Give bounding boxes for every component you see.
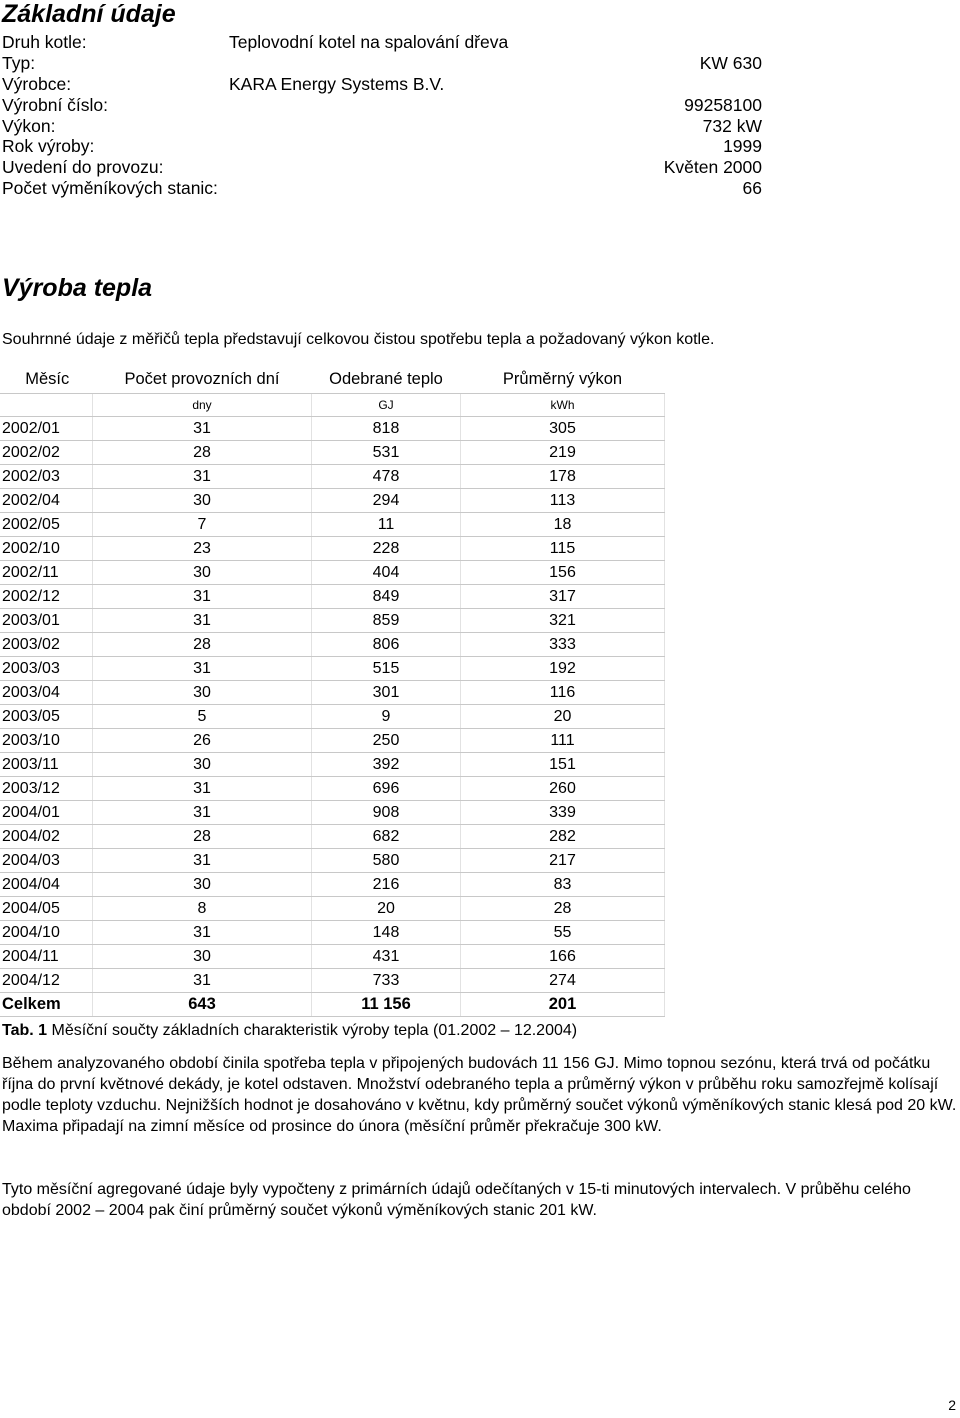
power-cell: 55: [461, 921, 665, 945]
power-cell: 321: [461, 609, 665, 633]
info-value: 66: [742, 178, 762, 198]
month-cell: [0, 394, 93, 417]
month-cell: 2003/03: [0, 657, 93, 681]
month-cell: Celkem: [0, 993, 93, 1017]
month-cell: 2004/11: [0, 945, 93, 969]
table-row: [0, 513, 665, 537]
month-cell: 2003/11: [0, 753, 93, 777]
days-cell: 31: [93, 657, 312, 681]
power-cell: 274: [461, 969, 665, 993]
heat-cell: 908: [312, 801, 461, 825]
days-cell: 643: [93, 993, 312, 1017]
heat-production-heading: Výroba tepla: [2, 274, 153, 302]
info-label: Počet výměníkových stanic:: [2, 178, 218, 198]
heat-cell: 11 156: [312, 993, 461, 1017]
power-cell: 28: [461, 897, 665, 921]
table-row: [0, 777, 665, 801]
heat-cell: 849: [312, 585, 461, 609]
month-cell: 2002/10: [0, 537, 93, 561]
month-cell: 2004/03: [0, 849, 93, 873]
heat-cell: 733: [312, 969, 461, 993]
power-cell: 151: [461, 753, 665, 777]
heat-cell: 580: [312, 849, 461, 873]
heat-cell: 20: [312, 897, 461, 921]
table-row: [0, 849, 665, 873]
table-row: [0, 897, 665, 921]
info-value: 1999: [723, 136, 762, 156]
month-cell: 2003/01: [0, 609, 93, 633]
info-label: Výrobce:: [2, 74, 72, 94]
days-cell: 23: [93, 537, 312, 561]
method-paragraph: Tyto měsíční agregované údaje byly vypočteny z primárních údajů odečítaných v 15-ti minutových intervalech. V průběhu celého období 2002 – 2004 pak činí průměrný součet výkonů výměníkových stanic 201 kW.: [2, 1181, 911, 1219]
table-row: [0, 753, 665, 777]
days-cell: 31: [93, 465, 312, 489]
month-cell: 2002/11: [0, 561, 93, 585]
heat-cell: 228: [312, 537, 461, 561]
days-cell: 31: [93, 969, 312, 993]
heat-cell: 806: [312, 633, 461, 657]
days-cell: dny: [93, 394, 312, 417]
power-cell: 83: [461, 873, 665, 897]
days-cell: 30: [93, 873, 312, 897]
days-cell: 5: [93, 705, 312, 729]
power-cell: 111: [461, 729, 665, 753]
table-row: [0, 609, 665, 633]
table-row: [0, 585, 665, 609]
month-cell: 2004/12: [0, 969, 93, 993]
power-cell: 20: [461, 705, 665, 729]
table-row: [0, 633, 665, 657]
info-value: Květen 2000: [663, 157, 762, 177]
table-row: [0, 465, 665, 489]
info-value: KW 630: [699, 53, 762, 73]
days-cell: 31: [93, 609, 312, 633]
power-cell: 178: [461, 465, 665, 489]
days-cell: 31: [93, 777, 312, 801]
table-row: [0, 945, 665, 969]
info-label: Rok výroby:: [2, 136, 95, 156]
power-cell: 192: [461, 657, 665, 681]
monthly-heat-table: [0, 365, 665, 1017]
heat-cell: 11: [312, 513, 461, 537]
power-cell: 282: [461, 825, 665, 849]
days-cell: 30: [93, 945, 312, 969]
table-units-row: [0, 394, 665, 417]
days-cell: 7: [93, 513, 312, 537]
heat-cell: 250: [312, 729, 461, 753]
info-label: Uvedení do provozu:: [2, 157, 164, 177]
days-cell: 31: [93, 585, 312, 609]
heat-cell: 294: [312, 489, 461, 513]
power-cell: 156: [461, 561, 665, 585]
heat-cell: Odebrané teplo: [312, 365, 461, 394]
days-cell: 30: [93, 681, 312, 705]
heat-cell: 515: [312, 657, 461, 681]
info-label: Výrobní číslo:: [2, 95, 109, 115]
month-cell: 2002/01: [0, 417, 93, 441]
heat-cell: 404: [312, 561, 461, 585]
summary-paragraph: Během analyzovaného období činila spotřeba tepla v připojených budovách 11 156 GJ. Mimo topnou sezónu, která trvá od počátku října do první květnové dekády, je kotel odstaven. Množství odebraného tepla a průměrný výkon v průběhu roku samozřejmě kolísají podle teploty vzduchu. Nejnižších hodnot je dosahováno v květnu, kdy průměrný součet výkonů výměníkových stanic klesá pod 20 kW. Maxima připadají na zimní měsíce od prosince do února (měsíční průměr překračuje 300 kW.: [2, 1055, 957, 1135]
table-row: [0, 825, 665, 849]
power-cell: 219: [461, 441, 665, 465]
heat-cell: GJ: [312, 394, 461, 417]
power-cell: 116: [461, 681, 665, 705]
table-row: [0, 561, 665, 585]
table-row: [0, 801, 665, 825]
table-row: [0, 705, 665, 729]
heat-cell: 301: [312, 681, 461, 705]
days-cell: Počet provozních dní: [93, 365, 312, 394]
heat-cell: 682: [312, 825, 461, 849]
month-cell: 2002/05: [0, 513, 93, 537]
table-row: [0, 537, 665, 561]
month-cell: 2003/05: [0, 705, 93, 729]
power-cell: 115: [461, 537, 665, 561]
power-cell: 260: [461, 777, 665, 801]
heat-cell: 478: [312, 465, 461, 489]
heat-cell: 148: [312, 921, 461, 945]
power-cell: 201: [461, 993, 665, 1017]
power-cell: 18: [461, 513, 665, 537]
power-cell: 113: [461, 489, 665, 513]
month-cell: 2004/02: [0, 825, 93, 849]
table-row: [0, 873, 665, 897]
month-cell: 2004/10: [0, 921, 93, 945]
heat-cell: 859: [312, 609, 461, 633]
heat-cell: 818: [312, 417, 461, 441]
month-cell: 2003/02: [0, 633, 93, 657]
info-label: Výkon:: [2, 116, 56, 136]
info-value: Teplovodní kotel na spalování dřeva: [229, 32, 509, 52]
month-cell: 2003/12: [0, 777, 93, 801]
power-cell: 339: [461, 801, 665, 825]
basic-info-heading: Základní údaje: [2, 0, 176, 28]
power-cell: 305: [461, 417, 665, 441]
table-row: [0, 417, 665, 441]
info-value: KARA Energy Systems B.V.: [229, 74, 445, 94]
table-row: [0, 681, 665, 705]
days-cell: 26: [93, 729, 312, 753]
days-cell: 8: [93, 897, 312, 921]
table-caption: [2, 1022, 577, 1040]
heat-cell: 531: [312, 441, 461, 465]
days-cell: 31: [93, 801, 312, 825]
table-row: [0, 489, 665, 513]
days-cell: 31: [93, 921, 312, 945]
days-cell: 28: [93, 441, 312, 465]
days-cell: 30: [93, 561, 312, 585]
table-row: [0, 657, 665, 681]
table-caption-label: Tab. 1: [2, 1022, 48, 1039]
month-cell: 2004/05: [0, 897, 93, 921]
table-total-row: [0, 993, 665, 1017]
info-label: Typ:: [2, 53, 36, 73]
days-cell: 28: [93, 825, 312, 849]
power-cell: Průměrný výkon: [461, 365, 665, 394]
month-cell: Měsíc: [0, 365, 93, 394]
table-row: [0, 969, 665, 993]
month-cell: 2002/02: [0, 441, 93, 465]
power-cell: 333: [461, 633, 665, 657]
table-header-row: [0, 365, 665, 394]
power-cell: 166: [461, 945, 665, 969]
info-value: 99258100: [684, 95, 762, 115]
page-number: 2: [948, 1397, 956, 1413]
table-row: [0, 921, 665, 945]
table-caption-text: Měsíční součty základních charakteristik výroby tepla (01.2002 – 12.2004): [47, 1022, 578, 1039]
days-cell: 31: [93, 417, 312, 441]
power-cell: kWh: [461, 394, 665, 417]
table-row: [0, 729, 665, 753]
heat-cell: 392: [312, 753, 461, 777]
power-cell: 317: [461, 585, 665, 609]
table-row: [0, 441, 665, 465]
info-label: Druh kotle:: [2, 32, 87, 52]
days-cell: 28: [93, 633, 312, 657]
days-cell: 30: [93, 753, 312, 777]
month-cell: 2002/04: [0, 489, 93, 513]
info-value: 732 kW: [702, 116, 762, 136]
month-cell: 2003/04: [0, 681, 93, 705]
days-cell: 30: [93, 489, 312, 513]
month-cell: 2002/03: [0, 465, 93, 489]
month-cell: 2004/01: [0, 801, 93, 825]
days-cell: 31: [93, 849, 312, 873]
heat-cell: 216: [312, 873, 461, 897]
month-cell: 2004/04: [0, 873, 93, 897]
month-cell: 2002/12: [0, 585, 93, 609]
power-cell: 217: [461, 849, 665, 873]
heat-intro-text: Souhrnné údaje z měřičů tepla představují celkovou čistou spotřebu tepla a požadovaný výkon kotle.: [2, 331, 715, 348]
heat-cell: 431: [312, 945, 461, 969]
heat-cell: 696: [312, 777, 461, 801]
month-cell: 2003/10: [0, 729, 93, 753]
heat-cell: 9: [312, 705, 461, 729]
